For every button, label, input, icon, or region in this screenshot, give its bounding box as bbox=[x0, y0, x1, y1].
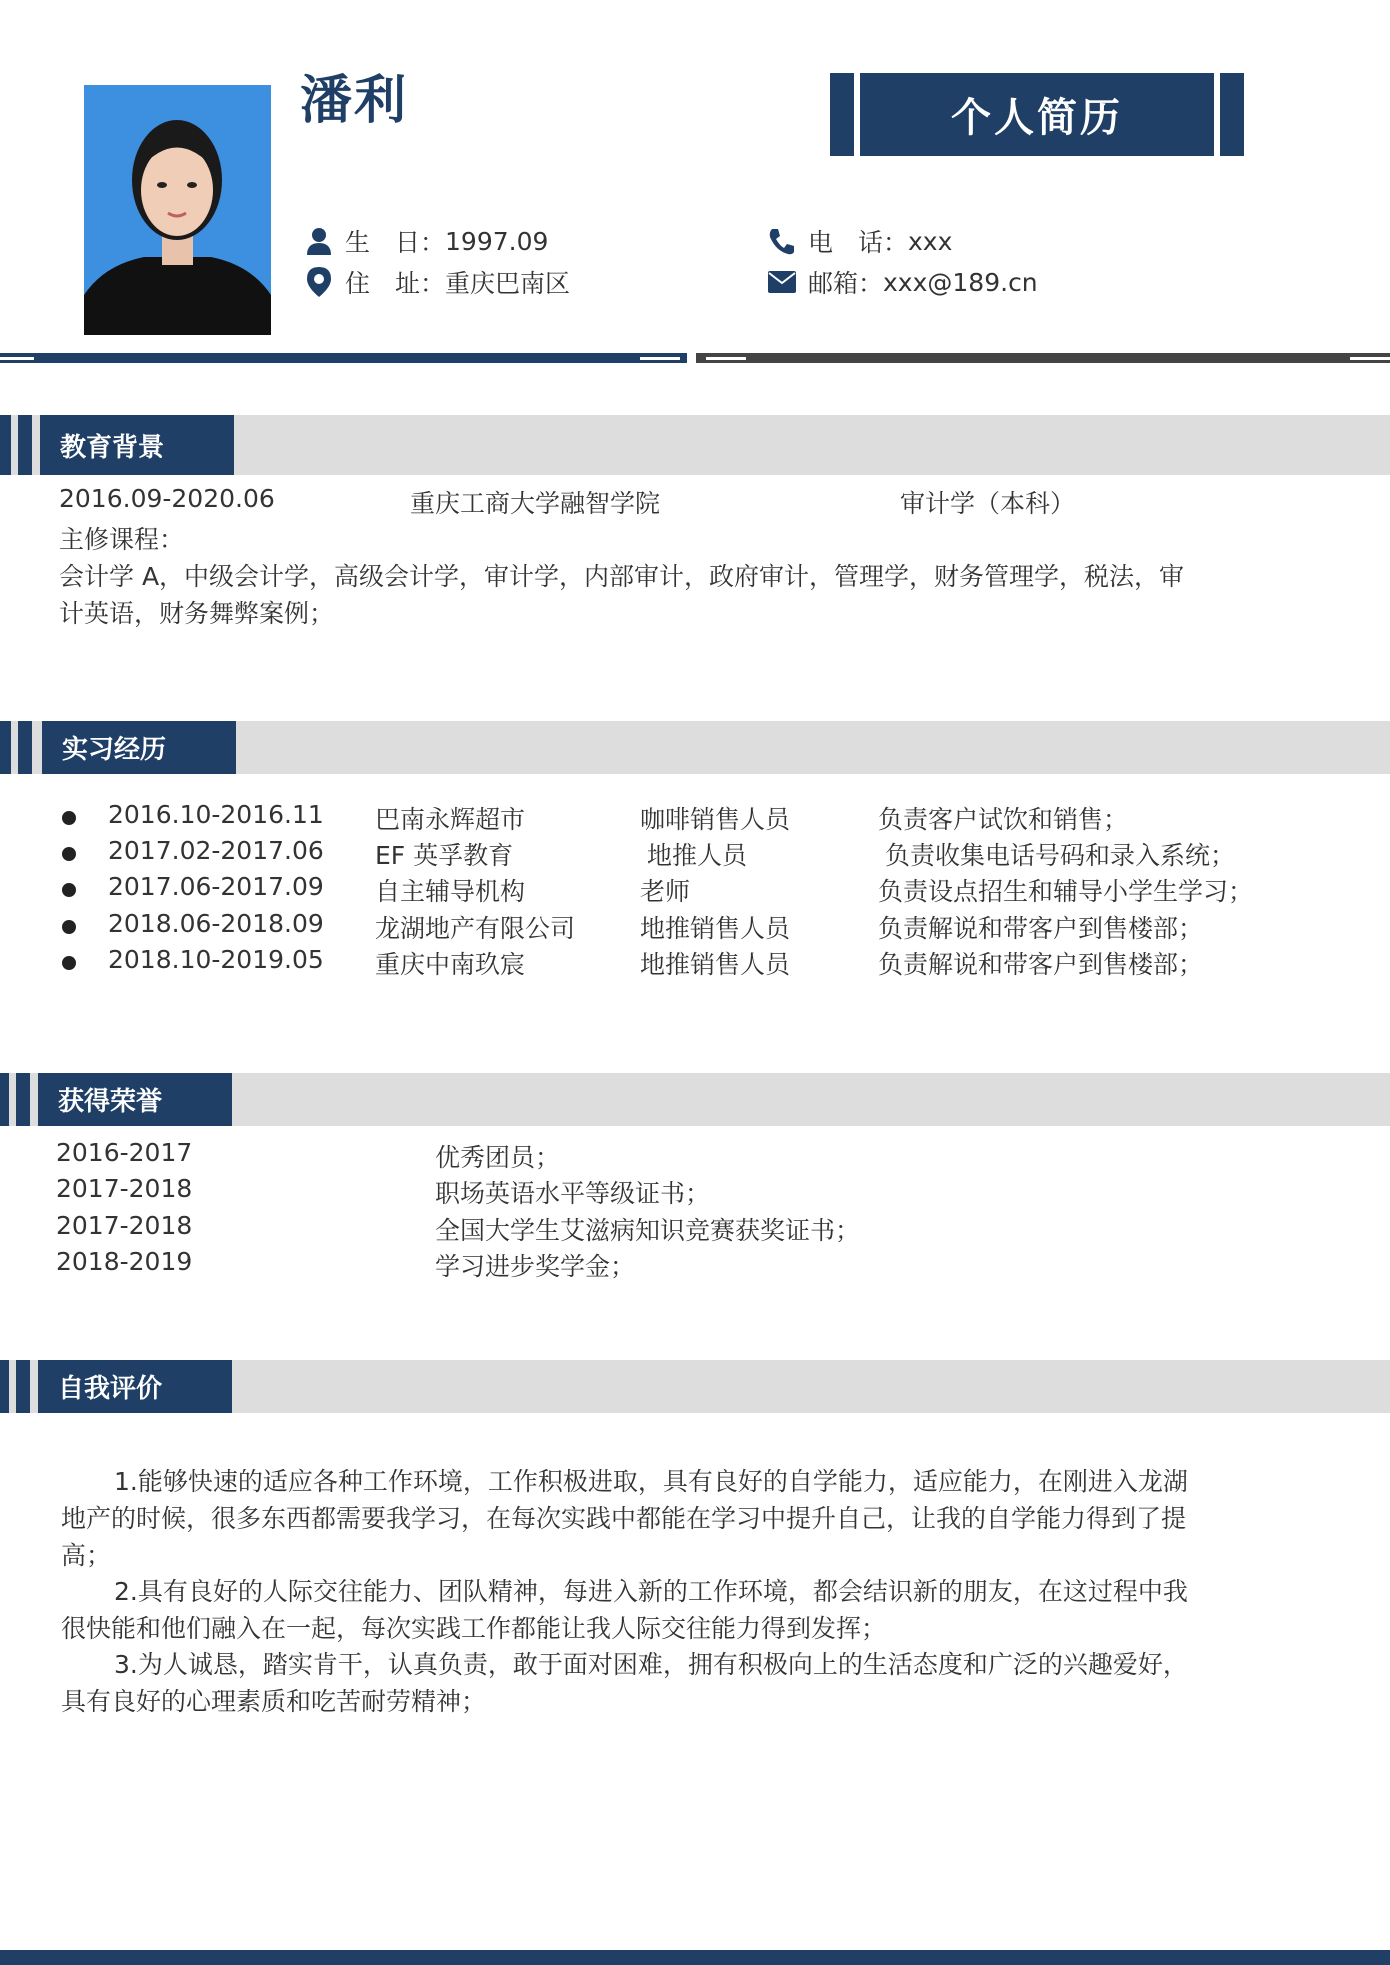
internship-role: 地推人员 bbox=[647, 841, 748, 870]
courses-line-1: 会计学 A，中级会计学，高级会计学，审计学，内部审计，政府审计，管理学，财务管理学，税法，审 bbox=[59, 562, 1185, 591]
internship-period: 2017.02-2017.06 bbox=[108, 836, 324, 865]
internship-company: 自主辅导机构 bbox=[375, 877, 526, 906]
self-eval-p1-line3: 高； bbox=[61, 1541, 112, 1570]
phone-icon bbox=[766, 225, 798, 257]
internship-company: 巴南永辉超市 bbox=[375, 805, 526, 834]
bullet bbox=[62, 956, 76, 970]
internship-company: 龙湖地产有限公司 bbox=[375, 914, 576, 943]
internship-role: 老师 bbox=[640, 877, 691, 906]
bullet bbox=[62, 883, 76, 897]
honor-year: 2016-2017 bbox=[56, 1138, 193, 1167]
email-value: xxx@189.cn bbox=[883, 267, 1038, 297]
self-eval-p1-line1: 1.能够快速的适应各种工作环境，工作积极进取，具有良好的自学能力，适应能力，在刚进入龙湖 bbox=[114, 1467, 1188, 1496]
education-school: 重庆工商大学融智学院 bbox=[410, 489, 661, 518]
header-rule-right-notch2 bbox=[1350, 357, 1390, 360]
education-bar-1 bbox=[0, 415, 11, 475]
birthday-value: 1997.09 bbox=[445, 226, 549, 256]
internship-duty: 负责收集电话号码和录入系统； bbox=[885, 841, 1236, 870]
honors-bar-1 bbox=[0, 1073, 9, 1126]
header-rule-right-notch bbox=[706, 357, 746, 360]
bullet bbox=[62, 811, 76, 825]
bullet bbox=[62, 920, 76, 934]
footer-bar bbox=[0, 1950, 1390, 1965]
address-label: 住 址： bbox=[345, 269, 446, 298]
email-label: 邮箱： bbox=[808, 269, 884, 298]
header-rule-left-notch bbox=[0, 357, 34, 360]
honor-award: 职场英语水平等级证书； bbox=[435, 1179, 711, 1208]
self-eval-bar-2 bbox=[16, 1360, 30, 1413]
internship-role: 咖啡销售人员 bbox=[640, 805, 791, 834]
internship-duty: 负责解说和带客户到售楼部； bbox=[878, 914, 1204, 943]
internship-heading: 实习经历 bbox=[42, 721, 236, 774]
internship-period: 2016.10-2016.11 bbox=[108, 800, 324, 829]
courses-label: 主修课程： bbox=[59, 525, 185, 554]
email-row bbox=[766, 264, 1038, 300]
birthday-row bbox=[303, 223, 548, 259]
honor-award: 全国大学生艾滋病知识竞赛获奖证书； bbox=[435, 1216, 861, 1245]
education-bar-2 bbox=[18, 415, 32, 475]
phone-value: xxx bbox=[908, 226, 953, 256]
courses-line-2: 计英语，财务舞弊案例； bbox=[59, 599, 335, 628]
phone-label: 电 话： bbox=[808, 228, 909, 257]
honor-year: 2017-2018 bbox=[56, 1174, 193, 1203]
title-left-bar bbox=[830, 73, 854, 156]
honor-award: 优秀团员； bbox=[435, 1143, 561, 1172]
self-eval-heading: 自我评价 bbox=[38, 1360, 232, 1413]
honor-year: 2017-2018 bbox=[56, 1211, 193, 1240]
birthday-label: 生 日： bbox=[345, 228, 446, 257]
internship-duty: 负责设点招生和辅导小学生学习； bbox=[878, 877, 1254, 906]
header-rule-left-notch2 bbox=[640, 357, 680, 360]
internship-bar-1 bbox=[0, 721, 11, 774]
self-eval-bar-1 bbox=[0, 1360, 9, 1413]
education-period: 2016.09-2020.06 bbox=[59, 484, 275, 513]
education-heading: 教育背景 bbox=[40, 415, 234, 475]
internship-duty: 负责解说和带客户到售楼部； bbox=[878, 950, 1204, 979]
address-row bbox=[303, 264, 570, 300]
location-pin-icon bbox=[303, 266, 335, 298]
bullet bbox=[62, 847, 76, 861]
envelope-icon bbox=[766, 266, 798, 298]
candidate-name: 潘利 bbox=[300, 71, 409, 131]
internship-period: 2017.06-2017.09 bbox=[108, 872, 324, 901]
internship-company: 重庆中南玖宸 bbox=[375, 950, 526, 979]
internship-role: 地推销售人员 bbox=[640, 914, 791, 943]
honor-award: 学习进步奖学金； bbox=[435, 1252, 636, 1281]
internship-duty: 负责客户试饮和销售； bbox=[878, 805, 1129, 834]
phone-row bbox=[766, 223, 952, 259]
profile-photo bbox=[84, 85, 271, 335]
person-icon bbox=[303, 225, 335, 257]
internship-bar-2 bbox=[18, 721, 32, 774]
internship-period: 2018.06-2018.09 bbox=[108, 909, 324, 938]
self-eval-p2-line1: 2.具有良好的人际交往能力、团队精神，每进入新的工作环境，都会结识新的朋友，在这过程中我 bbox=[114, 1577, 1188, 1606]
header-rule-right bbox=[696, 353, 1390, 363]
internship-company: EF 英孚教育 bbox=[375, 841, 514, 870]
title-right-bar bbox=[1220, 73, 1244, 156]
internship-role: 地推销售人员 bbox=[640, 950, 791, 979]
education-major: 审计学（本科） bbox=[900, 489, 1076, 518]
self-eval-p3-line2: 具有良好的心理素质和吃苦耐劳精神； bbox=[61, 1687, 487, 1716]
honors-heading: 获得荣誉 bbox=[38, 1073, 232, 1126]
self-eval-p2-line2: 很快能和他们融入在一起，每次实践工作都能让我人际交往能力得到发挥； bbox=[61, 1614, 887, 1643]
resume-title-banner bbox=[830, 73, 1244, 156]
honor-year: 2018-2019 bbox=[56, 1247, 193, 1276]
honors-bar-2 bbox=[16, 1073, 30, 1126]
resume-title: 个人简历 bbox=[860, 73, 1214, 156]
self-eval-p1-line2: 地产的时候，很多东西都需要我学习，在每次实践中都能在学习中提升自己，让我的自学能力得到了提 bbox=[61, 1504, 1187, 1533]
internship-period: 2018.10-2019.05 bbox=[108, 945, 324, 974]
address-value: 重庆巴南区 bbox=[445, 269, 571, 298]
self-eval-p3-line1: 3.为人诚恳，踏实肯干，认真负责，敢于面对困难，拥有积极向上的生活态度和广泛的兴趣爱好， bbox=[114, 1650, 1188, 1679]
header-rule-left bbox=[0, 353, 687, 363]
